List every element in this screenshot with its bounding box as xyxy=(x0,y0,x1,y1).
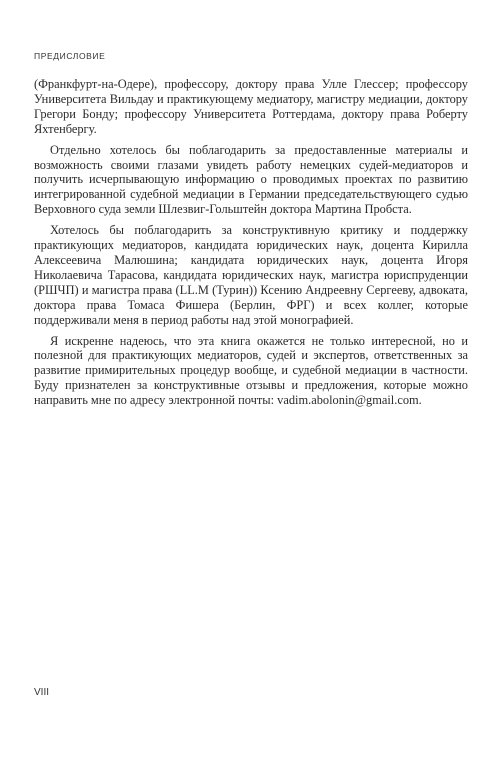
body-text xyxy=(34,77,468,414)
paragraph-probst-thanks: Отдельно хотелось бы поблагодарить за предоставленные материалы и возможность своими глазами увидеть работу немецких судей-медиаторов и получить исчерпывающую информацию о проводимых проектах по развитию интегрированной судебной медиации в Германии председательствующего судью Верховного суда земли Шлезвиг-Гольштейн доктора Мартина Пробста. xyxy=(34,142,468,217)
paragraph-critique-thanks: Хотелось бы поблагодарить за конструктивную критику и поддержку практикующих медиаторов, кандидата юридических наук, доцента Кирилла Алексеевича Малюшина; кандидата юридических наук, доцента Игоря Николаевича Тарасова, кандидата юридических наук, магистра юриспруденции (РШЧП) и магистра права (LL.M (Турин)) Ксению Андреевну Сергееву, адвоката, доктора права Томаса Фишера (Берлин, ФРГ) и всех коллег, которые поддерживали меня в период работы над этой монографией. xyxy=(34,223,468,327)
paragraph-continuation: (Франкфурт-на-Одере), профессору, доктору права Улле Глессер; профессору Университета Вильдау и практикующему медиатору, магистру медиации, доктору Грегори Бонду; профессору Университета Роттердама, доктору права Роберту Яхтенбергу. xyxy=(34,77,468,136)
paragraph-closing-hope: Я искренне надеюсь, что эта книга окажется не только интересной, но и полезной для практикующих медиаторов, судей и экспертов, ответственных за развитие примирительных процедур вообще, и судебной медиации в частности. Буду признателен за конструктивные отзывы и предложения, которые можно направить мне по адресу электронной почты: vadim.abolonin@gmail.com. xyxy=(34,333,468,408)
running-head: ПРЕДИСЛОВИЕ xyxy=(34,51,106,61)
page-number: VIII xyxy=(34,687,50,698)
